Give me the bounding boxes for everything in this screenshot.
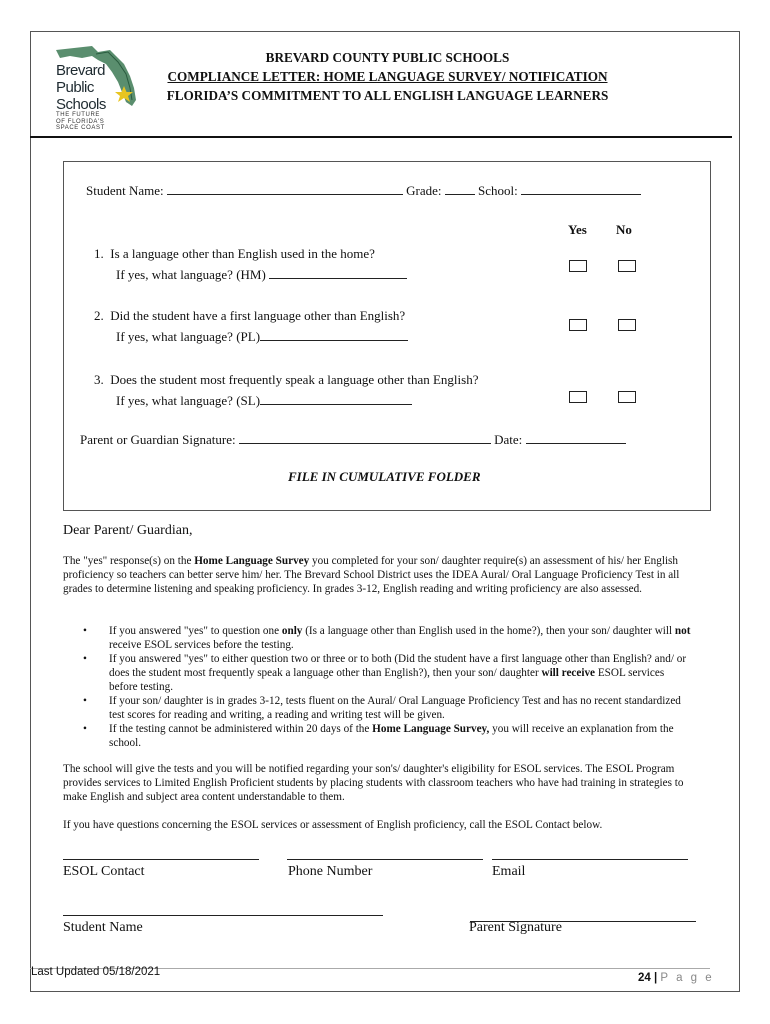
page-number: 24 [638,972,651,984]
student-name-line[interactable] [63,915,383,916]
bullet-1-bold-2: not [674,625,691,637]
question-2-followup: If yes, what language? (PL) [116,329,261,344]
parent-signature-label: Parent or Guardian Signature: [80,432,236,447]
bullet-1-bold-1: only [281,625,303,637]
question-3-language-field[interactable] [260,393,412,405]
page-footer [638,972,714,984]
phone-number-label: Phone Number [288,864,373,879]
letter-paragraph-1 [63,554,708,596]
bullet-2-text-a: If you answered "yes" to either question two or three or to both (Did the student have a first language other than English? and/ or does the student most frequently speak a language other than English?), then your son/ daughter [109,653,687,679]
email-line[interactable] [492,859,688,860]
logo-tag-line-2: OF FLORIDA'S [56,118,105,125]
header-subtitle: FLORIDA’S COMMITMENT TO ALL ENGLISH LANGUAGE LEARNERS [166,88,609,103]
question-3 [94,369,478,411]
logo-tag-line-1: THE FUTURE [56,112,100,118]
logo-tag-line-3: SPACE COAST [56,125,105,131]
question-2-yes-checkbox[interactable] [569,319,587,331]
phone-number-line[interactable] [287,859,483,860]
bullet-3-text: If your son/ daughter is in grades 3-12, tests fluent on the Aural/ Oral Language Proficiency Test and has no recent standardized test scores for reading and writing, a reading and writing test will be given. [109,695,681,721]
question-2-number: 2. [94,308,104,323]
question-3-yes-checkbox[interactable] [569,391,587,403]
letter-bullet-list [80,624,695,750]
letter-greeting: Dear Parent/ Guardian, [63,523,193,538]
question-1-language-field[interactable] [269,267,407,279]
yes-column-header: Yes [568,222,587,237]
bullet-2-bold: will receive [541,667,596,679]
student-name-label-bottom: Student Name [63,920,143,935]
page-separator: | [654,972,658,984]
bullet-1-text-b: (Is a language other than English used in the home?), then your son/ daughter will [302,625,675,637]
brevard-logo [52,42,147,134]
esol-contact-label: ESOL Contact [63,864,145,879]
question-2-text: Did the student have a first language other than English? [110,308,406,323]
page-word: P a g e [660,972,715,984]
student-name-label: Student Name: [86,183,164,198]
document-header [150,48,625,105]
parent-signature-field[interactable] [239,432,491,444]
school-label: School: [478,183,518,198]
grade-field[interactable] [445,183,475,195]
question-2-no-checkbox[interactable] [618,319,636,331]
question-2 [94,305,408,347]
question-1-followup: If yes, what language? (HM) [116,267,266,282]
bullet-4-text-a: If the testing cannot be administered within 20 days of the [109,723,373,735]
question-3-followup: If yes, what language? (SL) [116,393,261,408]
grade-label: Grade: [406,183,442,198]
email-label: Email [492,864,526,879]
logo-tagline [56,112,105,132]
bullet-4-bold: Home Language Survey, [372,723,490,735]
question-3-no-checkbox[interactable] [618,391,636,403]
student-info-row [86,183,641,199]
question-1 [94,243,407,285]
logo-text-schools: Schools [56,96,106,113]
letter-paragraph-2: The school will give the tests and you will be notified regarding your son's/ daughter's eligibility for ESOL services. The ESOL Program provides services to Limited English Proficient students by placing students with classroom teachers who have had training in strategies to make English and subject area content understandable to them. [63,763,684,803]
bullet-1-marker: • [83,625,87,637]
bullet-1 [80,624,695,652]
bullet-3-marker: • [83,695,87,707]
question-3-number: 3. [94,372,104,387]
bullet-2 [80,652,695,694]
question-1-text: Is a language other than English used in the home? [110,246,375,261]
bullet-4-text-b: you will receive an explanation from the school. [109,723,674,749]
date-field[interactable] [526,432,626,444]
parent-signature-row [80,432,626,448]
file-note: FILE IN CUMULATIVE FOLDER [288,469,481,484]
bullet-2-marker: • [83,653,87,665]
question-1-number: 1. [94,246,104,261]
p1-bold: Home Language Survey [194,555,310,567]
bullet-1-text-c: receive ESOL services before the testing. [109,639,294,651]
esol-contact-line[interactable] [63,859,259,860]
letter-paragraph-3: If you have questions concerning the ESOL services or assessment of English proficiency, call the ESOL Contact below. [63,819,603,831]
bullet-2-text-b: ESOL services before testing. [109,667,665,693]
parent-signature-label-bottom: Parent Signature [469,920,562,935]
question-1-no-checkbox[interactable] [618,260,636,272]
question-1-yes-checkbox[interactable] [569,260,587,272]
last-updated: Last Updated 05/18/2021 [31,966,161,978]
question-2-language-field[interactable] [260,329,408,341]
question-3-text: Does the student most frequently speak a language other than English? [110,372,479,387]
student-name-field[interactable] [167,183,403,195]
header-title: COMPLIANCE LETTER: HOME LANGUAGE SURVEY/ NOTIFICATION [167,69,608,84]
no-column-header: No [616,222,632,237]
school-field[interactable] [521,183,641,195]
p1-text-a: The "yes" response(s) on the [63,555,195,567]
header-district: BREVARD COUNTY PUBLIC SCHOOLS [265,50,510,65]
bullet-4-marker: • [83,723,87,735]
date-label: Date: [494,432,523,447]
bullet-3 [80,694,695,722]
bullet-1-text-a: If you answered "yes" to question one [109,625,282,637]
p1-text-b: you completed for your son/ daughter require(s) an assessment of his/ her English proficiency so teachers can better serve him/ her. The Brevard School District uses the IDEA Aural/ Oral Language Proficiency Test in all grades to determine listening and speaking proficiency. In grades 3-12, English reading and writing proficiency are also assessed. [63,555,680,595]
bullet-4 [80,722,695,750]
header-rule [30,136,732,138]
logo-text-brevard: Brevard [56,62,106,79]
logo-text-public: Public [56,79,94,96]
